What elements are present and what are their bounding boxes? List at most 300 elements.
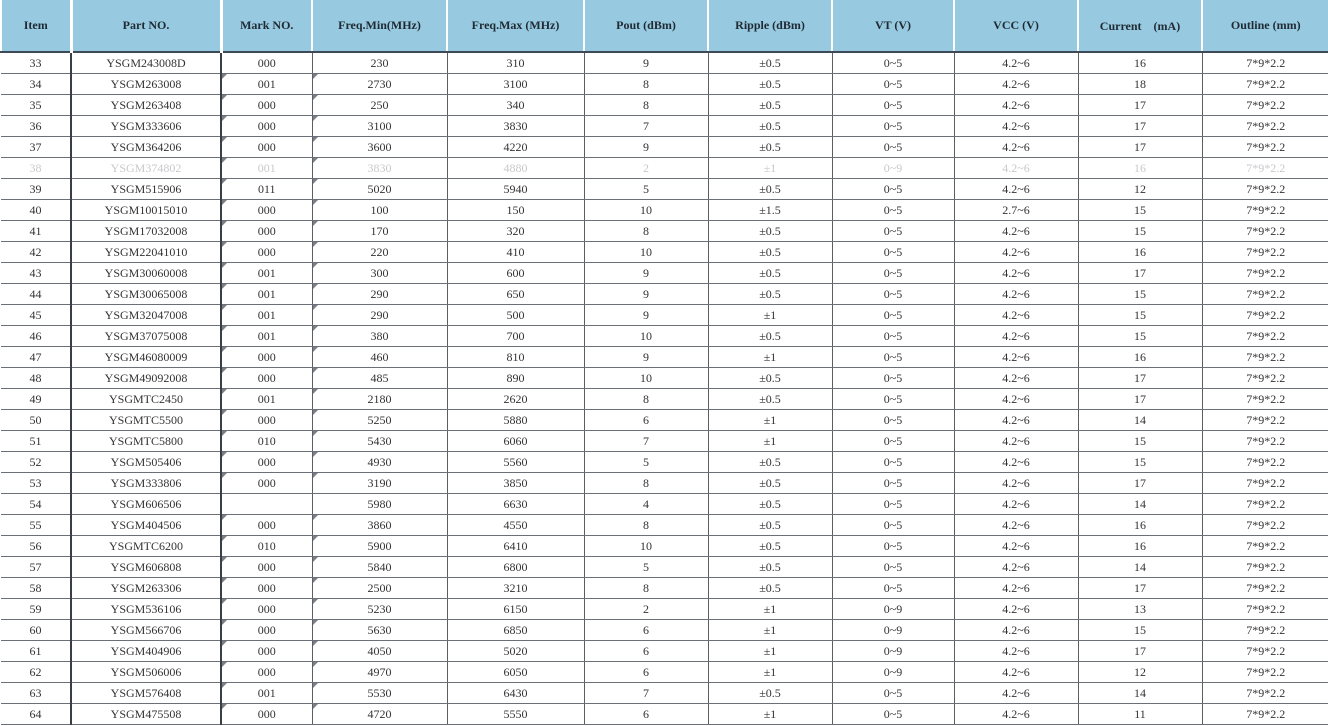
cell-current[interactable]: 15 xyxy=(1078,284,1202,305)
cell-fmin[interactable]: 220 xyxy=(312,242,447,263)
cell-vt[interactable]: 0~5 xyxy=(832,284,954,305)
cell-fmax[interactable]: 2620 xyxy=(447,389,584,410)
cell-vt[interactable]: 0~5 xyxy=(832,515,954,536)
cell-mark[interactable]: 000 xyxy=(221,95,312,116)
cell-pout[interactable]: 7 xyxy=(584,683,708,704)
cell-vcc[interactable]: 4.2~6 xyxy=(954,452,1078,473)
cell-vcc[interactable]: 4.2~6 xyxy=(954,95,1078,116)
cell-mark[interactable]: 000 xyxy=(221,641,312,662)
cell-current[interactable]: 13 xyxy=(1078,599,1202,620)
cell-mark[interactable]: 010 xyxy=(221,536,312,557)
cell-current[interactable]: 16 xyxy=(1078,52,1202,74)
cell-vcc[interactable]: 4.2~6 xyxy=(954,389,1078,410)
cell-fmin[interactable]: 300 xyxy=(312,263,447,284)
cell-fmax[interactable]: 600 xyxy=(447,263,584,284)
cell-outline[interactable]: 7*9*2.2 xyxy=(1202,641,1328,662)
cell-item[interactable]: 51 xyxy=(1,431,71,452)
cell-ripple[interactable]: ±0.5 xyxy=(708,221,832,242)
cell-part[interactable]: YSGM30065008 xyxy=(71,284,221,305)
cell-fmin[interactable]: 2730 xyxy=(312,74,447,95)
cell-current[interactable]: 14 xyxy=(1078,683,1202,704)
cell-pout[interactable]: 7 xyxy=(584,116,708,137)
cell-pout[interactable]: 2 xyxy=(584,599,708,620)
cell-outline[interactable]: 7*9*2.2 xyxy=(1202,284,1328,305)
cell-fmax[interactable]: 4550 xyxy=(447,515,584,536)
cell-mark[interactable]: 000 xyxy=(221,662,312,683)
cell-item[interactable]: 39 xyxy=(1,179,71,200)
cell-part[interactable]: YSGM515906 xyxy=(71,179,221,200)
cell-vcc[interactable]: 4.2~6 xyxy=(954,116,1078,137)
cell-ripple[interactable]: ±0.5 xyxy=(708,473,832,494)
cell-mark[interactable]: 001 xyxy=(221,683,312,704)
cell-pout[interactable]: 8 xyxy=(584,578,708,599)
cell-fmin[interactable]: 5020 xyxy=(312,179,447,200)
cell-part[interactable]: YSGMTC5500 xyxy=(71,410,221,431)
cell-vt[interactable]: 0~5 xyxy=(832,557,954,578)
cell-pout[interactable]: 8 xyxy=(584,74,708,95)
cell-pout[interactable]: 10 xyxy=(584,242,708,263)
cell-vt[interactable]: 0~5 xyxy=(832,536,954,557)
cell-outline[interactable]: 7*9*2.2 xyxy=(1202,536,1328,557)
cell-vcc[interactable]: 4.2~6 xyxy=(954,221,1078,242)
cell-vt[interactable]: 0~9 xyxy=(832,620,954,641)
cell-pout[interactable]: 9 xyxy=(584,52,708,74)
cell-vcc[interactable]: 4.2~6 xyxy=(954,52,1078,74)
cell-item[interactable]: 48 xyxy=(1,368,71,389)
column-header-freq-min[interactable]: Freq.Min(MHz) xyxy=(312,0,447,52)
cell-outline[interactable]: 7*9*2.2 xyxy=(1202,389,1328,410)
cell-fmin[interactable]: 380 xyxy=(312,326,447,347)
cell-mark[interactable]: 000 xyxy=(221,557,312,578)
cell-fmin[interactable]: 5900 xyxy=(312,536,447,557)
cell-vt[interactable]: 0~5 xyxy=(832,200,954,221)
cell-fmax[interactable]: 3850 xyxy=(447,473,584,494)
cell-ripple[interactable]: ±0.5 xyxy=(708,578,832,599)
cell-vt[interactable]: 0~5 xyxy=(832,95,954,116)
cell-ripple[interactable]: ±1 xyxy=(708,158,832,179)
cell-vt[interactable]: 0~9 xyxy=(832,158,954,179)
cell-vt[interactable]: 0~5 xyxy=(832,347,954,368)
cell-part[interactable]: YSGM404506 xyxy=(71,515,221,536)
cell-vt[interactable]: 0~5 xyxy=(832,704,954,725)
cell-current[interactable]: 17 xyxy=(1078,641,1202,662)
cell-ripple[interactable]: ±0.5 xyxy=(708,452,832,473)
cell-vt[interactable]: 0~5 xyxy=(832,116,954,137)
cell-fmin[interactable]: 5250 xyxy=(312,410,447,431)
cell-item[interactable]: 60 xyxy=(1,620,71,641)
cell-mark[interactable]: 000 xyxy=(221,52,312,74)
cell-current[interactable]: 15 xyxy=(1078,452,1202,473)
cell-outline[interactable]: 7*9*2.2 xyxy=(1202,95,1328,116)
cell-item[interactable]: 47 xyxy=(1,347,71,368)
cell-mark[interactable]: 000 xyxy=(221,221,312,242)
cell-part[interactable]: YSGM475508 xyxy=(71,704,221,725)
cell-part[interactable]: YSGM263408 xyxy=(71,95,221,116)
cell-fmin[interactable]: 5230 xyxy=(312,599,447,620)
cell-pout[interactable]: 5 xyxy=(584,179,708,200)
cell-fmin[interactable]: 100 xyxy=(312,200,447,221)
cell-outline[interactable]: 7*9*2.2 xyxy=(1202,620,1328,641)
cell-pout[interactable]: 6 xyxy=(584,620,708,641)
column-header-freq-max[interactable]: Freq.Max (MHz) xyxy=(447,0,584,52)
column-header-item[interactable]: Item xyxy=(1,0,71,52)
cell-item[interactable]: 33 xyxy=(1,52,71,74)
cell-part[interactable]: YSGM374802 xyxy=(71,158,221,179)
cell-current[interactable]: 15 xyxy=(1078,620,1202,641)
cell-pout[interactable]: 6 xyxy=(584,662,708,683)
cell-vcc[interactable]: 4.2~6 xyxy=(954,242,1078,263)
cell-vcc[interactable]: 4.2~6 xyxy=(954,557,1078,578)
cell-item[interactable]: 35 xyxy=(1,95,71,116)
cell-item[interactable]: 56 xyxy=(1,536,71,557)
cell-part[interactable]: YSGM576408 xyxy=(71,683,221,704)
cell-pout[interactable]: 8 xyxy=(584,389,708,410)
cell-current[interactable]: 15 xyxy=(1078,305,1202,326)
cell-fmin[interactable]: 5840 xyxy=(312,557,447,578)
cell-pout[interactable]: 6 xyxy=(584,410,708,431)
cell-ripple[interactable]: ±0.5 xyxy=(708,179,832,200)
cell-part[interactable]: YSGM606506 xyxy=(71,494,221,515)
cell-fmax[interactable]: 4220 xyxy=(447,137,584,158)
cell-fmin[interactable]: 250 xyxy=(312,95,447,116)
cell-current[interactable]: 16 xyxy=(1078,515,1202,536)
cell-outline[interactable]: 7*9*2.2 xyxy=(1202,52,1328,74)
cell-outline[interactable]: 7*9*2.2 xyxy=(1202,221,1328,242)
cell-vcc[interactable]: 2.7~6 xyxy=(954,200,1078,221)
cell-ripple[interactable]: ±0.5 xyxy=(708,284,832,305)
cell-outline[interactable]: 7*9*2.2 xyxy=(1202,683,1328,704)
cell-ripple[interactable]: ±1 xyxy=(708,641,832,662)
cell-part[interactable]: YSGM333606 xyxy=(71,116,221,137)
cell-ripple[interactable]: ±1 xyxy=(708,347,832,368)
cell-outline[interactable]: 7*9*2.2 xyxy=(1202,158,1328,179)
cell-vt[interactable]: 0~5 xyxy=(832,179,954,200)
cell-vt[interactable]: 0~9 xyxy=(832,599,954,620)
cell-fmax[interactable]: 700 xyxy=(447,326,584,347)
cell-vt[interactable]: 0~5 xyxy=(832,52,954,74)
cell-ripple[interactable]: ±0.5 xyxy=(708,52,832,74)
cell-fmax[interactable]: 6060 xyxy=(447,431,584,452)
column-header-current[interactable]: Current (mA) xyxy=(1078,0,1202,52)
cell-fmin[interactable]: 4930 xyxy=(312,452,447,473)
cell-ripple[interactable]: ±1 xyxy=(708,704,832,725)
cell-outline[interactable]: 7*9*2.2 xyxy=(1202,662,1328,683)
cell-fmax[interactable]: 6430 xyxy=(447,683,584,704)
cell-fmax[interactable]: 3830 xyxy=(447,116,584,137)
cell-item[interactable]: 42 xyxy=(1,242,71,263)
cell-fmin[interactable]: 5430 xyxy=(312,431,447,452)
cell-current[interactable]: 16 xyxy=(1078,158,1202,179)
cell-outline[interactable]: 7*9*2.2 xyxy=(1202,368,1328,389)
cell-fmin[interactable]: 230 xyxy=(312,52,447,74)
cell-outline[interactable]: 7*9*2.2 xyxy=(1202,305,1328,326)
cell-vcc[interactable]: 4.2~6 xyxy=(954,578,1078,599)
cell-fmin[interactable]: 460 xyxy=(312,347,447,368)
cell-vcc[interactable]: 4.2~6 xyxy=(954,431,1078,452)
cell-fmin[interactable]: 5530 xyxy=(312,683,447,704)
cell-fmax[interactable]: 5940 xyxy=(447,179,584,200)
cell-item[interactable]: 63 xyxy=(1,683,71,704)
cell-fmin[interactable]: 290 xyxy=(312,284,447,305)
cell-part[interactable]: YSGM404906 xyxy=(71,641,221,662)
cell-part[interactable]: YSGM606808 xyxy=(71,557,221,578)
cell-item[interactable]: 44 xyxy=(1,284,71,305)
cell-vt[interactable]: 0~9 xyxy=(832,662,954,683)
cell-part[interactable]: YSGM46080009 xyxy=(71,347,221,368)
cell-pout[interactable]: 4 xyxy=(584,494,708,515)
cell-vcc[interactable]: 4.2~6 xyxy=(954,599,1078,620)
cell-fmin[interactable]: 5630 xyxy=(312,620,447,641)
cell-vt[interactable]: 0~5 xyxy=(832,389,954,410)
cell-ripple[interactable]: ±0.5 xyxy=(708,557,832,578)
cell-fmax[interactable]: 890 xyxy=(447,368,584,389)
cell-ripple[interactable]: ±0.5 xyxy=(708,515,832,536)
cell-fmax[interactable]: 6630 xyxy=(447,494,584,515)
cell-current[interactable]: 12 xyxy=(1078,662,1202,683)
cell-outline[interactable]: 7*9*2.2 xyxy=(1202,179,1328,200)
cell-current[interactable]: 12 xyxy=(1078,179,1202,200)
cell-current[interactable]: 16 xyxy=(1078,242,1202,263)
cell-mark[interactable]: 000 xyxy=(221,599,312,620)
cell-fmax[interactable]: 320 xyxy=(447,221,584,242)
column-header-pout[interactable]: Pout (dBm) xyxy=(584,0,708,52)
cell-mark[interactable]: 000 xyxy=(221,515,312,536)
cell-fmax[interactable]: 3100 xyxy=(447,74,584,95)
cell-fmax[interactable]: 5020 xyxy=(447,641,584,662)
cell-mark[interactable]: 000 xyxy=(221,452,312,473)
cell-fmax[interactable]: 310 xyxy=(447,52,584,74)
cell-vcc[interactable]: 4.2~6 xyxy=(954,494,1078,515)
cell-outline[interactable]: 7*9*2.2 xyxy=(1202,515,1328,536)
cell-vt[interactable]: 0~5 xyxy=(832,242,954,263)
cell-outline[interactable]: 7*9*2.2 xyxy=(1202,347,1328,368)
cell-vcc[interactable]: 4.2~6 xyxy=(954,410,1078,431)
cell-vt[interactable]: 0~5 xyxy=(832,494,954,515)
column-header-vt[interactable]: VT (V) xyxy=(832,0,954,52)
cell-fmax[interactable]: 6050 xyxy=(447,662,584,683)
cell-current[interactable]: 14 xyxy=(1078,557,1202,578)
cell-outline[interactable]: 7*9*2.2 xyxy=(1202,263,1328,284)
cell-pout[interactable]: 10 xyxy=(584,368,708,389)
cell-fmax[interactable]: 6150 xyxy=(447,599,584,620)
cell-fmax[interactable]: 340 xyxy=(447,95,584,116)
cell-current[interactable]: 17 xyxy=(1078,389,1202,410)
cell-vcc[interactable]: 4.2~6 xyxy=(954,263,1078,284)
cell-fmin[interactable]: 3190 xyxy=(312,473,447,494)
cell-vt[interactable]: 0~5 xyxy=(832,74,954,95)
cell-pout[interactable]: 8 xyxy=(584,473,708,494)
cell-fmax[interactable]: 5880 xyxy=(447,410,584,431)
cell-ripple[interactable]: ±0.5 xyxy=(708,137,832,158)
cell-mark[interactable]: 000 xyxy=(221,578,312,599)
cell-mark[interactable]: 000 xyxy=(221,200,312,221)
cell-ripple[interactable]: ±0.5 xyxy=(708,242,832,263)
cell-ripple[interactable]: ±0.5 xyxy=(708,116,832,137)
cell-pout[interactable]: 7 xyxy=(584,431,708,452)
cell-vt[interactable]: 0~5 xyxy=(832,683,954,704)
cell-part[interactable]: YSGM30060008 xyxy=(71,263,221,284)
cell-vcc[interactable]: 4.2~6 xyxy=(954,473,1078,494)
cell-outline[interactable]: 7*9*2.2 xyxy=(1202,452,1328,473)
cell-item[interactable]: 34 xyxy=(1,74,71,95)
cell-vcc[interactable]: 4.2~6 xyxy=(954,305,1078,326)
cell-part[interactable]: YSGMTC6200 xyxy=(71,536,221,557)
cell-mark[interactable]: 000 xyxy=(221,137,312,158)
cell-vcc[interactable]: 4.2~6 xyxy=(954,662,1078,683)
column-header-vcc[interactable]: VCC (V) xyxy=(954,0,1078,52)
cell-outline[interactable]: 7*9*2.2 xyxy=(1202,599,1328,620)
cell-mark[interactable]: 001 xyxy=(221,326,312,347)
cell-item[interactable]: 37 xyxy=(1,137,71,158)
cell-vt[interactable]: 0~5 xyxy=(832,452,954,473)
cell-current[interactable]: 15 xyxy=(1078,200,1202,221)
cell-fmax[interactable]: 810 xyxy=(447,347,584,368)
cell-pout[interactable]: 2 xyxy=(584,158,708,179)
cell-fmin[interactable]: 5980 xyxy=(312,494,447,515)
cell-part[interactable]: YSGM243008D xyxy=(71,52,221,74)
cell-current[interactable]: 15 xyxy=(1078,431,1202,452)
cell-vt[interactable]: 0~5 xyxy=(832,263,954,284)
cell-pout[interactable]: 8 xyxy=(584,95,708,116)
cell-outline[interactable]: 7*9*2.2 xyxy=(1202,137,1328,158)
cell-ripple[interactable]: ±0.5 xyxy=(708,536,832,557)
cell-part[interactable]: YSGM505406 xyxy=(71,452,221,473)
cell-vt[interactable]: 0~5 xyxy=(832,305,954,326)
cell-mark[interactable]: 000 xyxy=(221,347,312,368)
cell-vt[interactable]: 0~5 xyxy=(832,221,954,242)
cell-pout[interactable]: 10 xyxy=(584,536,708,557)
cell-item[interactable]: 50 xyxy=(1,410,71,431)
cell-pout[interactable]: 9 xyxy=(584,137,708,158)
cell-outline[interactable]: 7*9*2.2 xyxy=(1202,200,1328,221)
cell-mark[interactable]: 000 xyxy=(221,368,312,389)
cell-vt[interactable]: 0~5 xyxy=(832,326,954,347)
cell-mark[interactable]: 000 xyxy=(221,116,312,137)
cell-fmin[interactable]: 290 xyxy=(312,305,447,326)
cell-vcc[interactable]: 4.2~6 xyxy=(954,74,1078,95)
cell-mark[interactable]: 001 xyxy=(221,389,312,410)
cell-fmax[interactable]: 6850 xyxy=(447,620,584,641)
cell-outline[interactable]: 7*9*2.2 xyxy=(1202,494,1328,515)
cell-fmax[interactable]: 3210 xyxy=(447,578,584,599)
cell-vcc[interactable]: 4.2~6 xyxy=(954,641,1078,662)
cell-part[interactable]: YSGM263306 xyxy=(71,578,221,599)
cell-fmax[interactable]: 5560 xyxy=(447,452,584,473)
cell-current[interactable]: 15 xyxy=(1078,326,1202,347)
cell-fmin[interactable]: 2500 xyxy=(312,578,447,599)
cell-outline[interactable]: 7*9*2.2 xyxy=(1202,473,1328,494)
cell-ripple[interactable]: ±0.5 xyxy=(708,494,832,515)
cell-fmax[interactable]: 500 xyxy=(447,305,584,326)
cell-pout[interactable]: 8 xyxy=(584,515,708,536)
cell-item[interactable]: 46 xyxy=(1,326,71,347)
cell-mark[interactable]: 000 xyxy=(221,473,312,494)
column-header-part-no[interactable]: Part NO. xyxy=(71,0,221,52)
cell-fmin[interactable]: 4720 xyxy=(312,704,447,725)
cell-mark[interactable]: 000 xyxy=(221,620,312,641)
cell-part[interactable]: YSGM17032008 xyxy=(71,221,221,242)
cell-item[interactable]: 58 xyxy=(1,578,71,599)
cell-vcc[interactable]: 4.2~6 xyxy=(954,158,1078,179)
cell-vcc[interactable]: 4.2~6 xyxy=(954,326,1078,347)
cell-part[interactable]: YSGM22041010 xyxy=(71,242,221,263)
cell-vcc[interactable]: 4.2~6 xyxy=(954,515,1078,536)
cell-fmax[interactable]: 6410 xyxy=(447,536,584,557)
cell-vcc[interactable]: 4.2~6 xyxy=(954,683,1078,704)
cell-item[interactable]: 53 xyxy=(1,473,71,494)
cell-vcc[interactable]: 4.2~6 xyxy=(954,284,1078,305)
cell-vt[interactable]: 0~5 xyxy=(832,473,954,494)
cell-mark[interactable]: 000 xyxy=(221,704,312,725)
cell-ripple[interactable]: ±1 xyxy=(708,431,832,452)
cell-outline[interactable]: 7*9*2.2 xyxy=(1202,242,1328,263)
cell-fmax[interactable]: 650 xyxy=(447,284,584,305)
cell-item[interactable]: 59 xyxy=(1,599,71,620)
cell-vcc[interactable]: 4.2~6 xyxy=(954,347,1078,368)
cell-part[interactable]: YSGM333806 xyxy=(71,473,221,494)
cell-pout[interactable]: 9 xyxy=(584,284,708,305)
cell-outline[interactable]: 7*9*2.2 xyxy=(1202,431,1328,452)
cell-fmax[interactable]: 410 xyxy=(447,242,584,263)
cell-ripple[interactable]: ±1 xyxy=(708,662,832,683)
cell-pout[interactable]: 6 xyxy=(584,704,708,725)
cell-ripple[interactable]: ±0.5 xyxy=(708,263,832,284)
cell-vt[interactable]: 0~5 xyxy=(832,410,954,431)
cell-current[interactable]: 16 xyxy=(1078,536,1202,557)
cell-mark[interactable]: 001 xyxy=(221,74,312,95)
cell-ripple[interactable]: ±0.5 xyxy=(708,389,832,410)
cell-fmax[interactable]: 4880 xyxy=(447,158,584,179)
cell-vt[interactable]: 0~5 xyxy=(832,431,954,452)
cell-pout[interactable]: 6 xyxy=(584,641,708,662)
cell-part[interactable]: YSGM566706 xyxy=(71,620,221,641)
cell-fmin[interactable]: 3830 xyxy=(312,158,447,179)
cell-ripple[interactable]: ±0.5 xyxy=(708,74,832,95)
cell-item[interactable]: 38 xyxy=(1,158,71,179)
cell-mark[interactable]: 011 xyxy=(221,179,312,200)
cell-item[interactable]: 43 xyxy=(1,263,71,284)
cell-vt[interactable]: 0~5 xyxy=(832,578,954,599)
cell-ripple[interactable]: ±0.5 xyxy=(708,683,832,704)
cell-fmax[interactable]: 6800 xyxy=(447,557,584,578)
cell-item[interactable]: 49 xyxy=(1,389,71,410)
cell-outline[interactable]: 7*9*2.2 xyxy=(1202,326,1328,347)
cell-vcc[interactable]: 4.2~6 xyxy=(954,620,1078,641)
cell-ripple[interactable]: ±0.5 xyxy=(708,368,832,389)
cell-outline[interactable]: 7*9*2.2 xyxy=(1202,74,1328,95)
cell-current[interactable]: 18 xyxy=(1078,74,1202,95)
cell-pout[interactable]: 9 xyxy=(584,347,708,368)
cell-vcc[interactable]: 4.2~6 xyxy=(954,536,1078,557)
cell-mark[interactable]: 000 xyxy=(221,242,312,263)
cell-outline[interactable]: 7*9*2.2 xyxy=(1202,557,1328,578)
cell-current[interactable]: 14 xyxy=(1078,410,1202,431)
cell-ripple[interactable]: ±1 xyxy=(708,410,832,431)
cell-item[interactable]: 41 xyxy=(1,221,71,242)
cell-item[interactable]: 64 xyxy=(1,704,71,725)
cell-part[interactable]: YSGM37075008 xyxy=(71,326,221,347)
cell-item[interactable]: 45 xyxy=(1,305,71,326)
column-header-mark-no[interactable]: Mark NO. xyxy=(221,0,312,52)
cell-fmin[interactable]: 2180 xyxy=(312,389,447,410)
cell-current[interactable]: 15 xyxy=(1078,221,1202,242)
cell-current[interactable]: 17 xyxy=(1078,95,1202,116)
cell-mark[interactable]: 001 xyxy=(221,305,312,326)
cell-vt[interactable]: 0~5 xyxy=(832,137,954,158)
cell-part[interactable]: YSGM263008 xyxy=(71,74,221,95)
cell-part[interactable]: YSGMTC5800 xyxy=(71,431,221,452)
cell-vcc[interactable]: 4.2~6 xyxy=(954,137,1078,158)
